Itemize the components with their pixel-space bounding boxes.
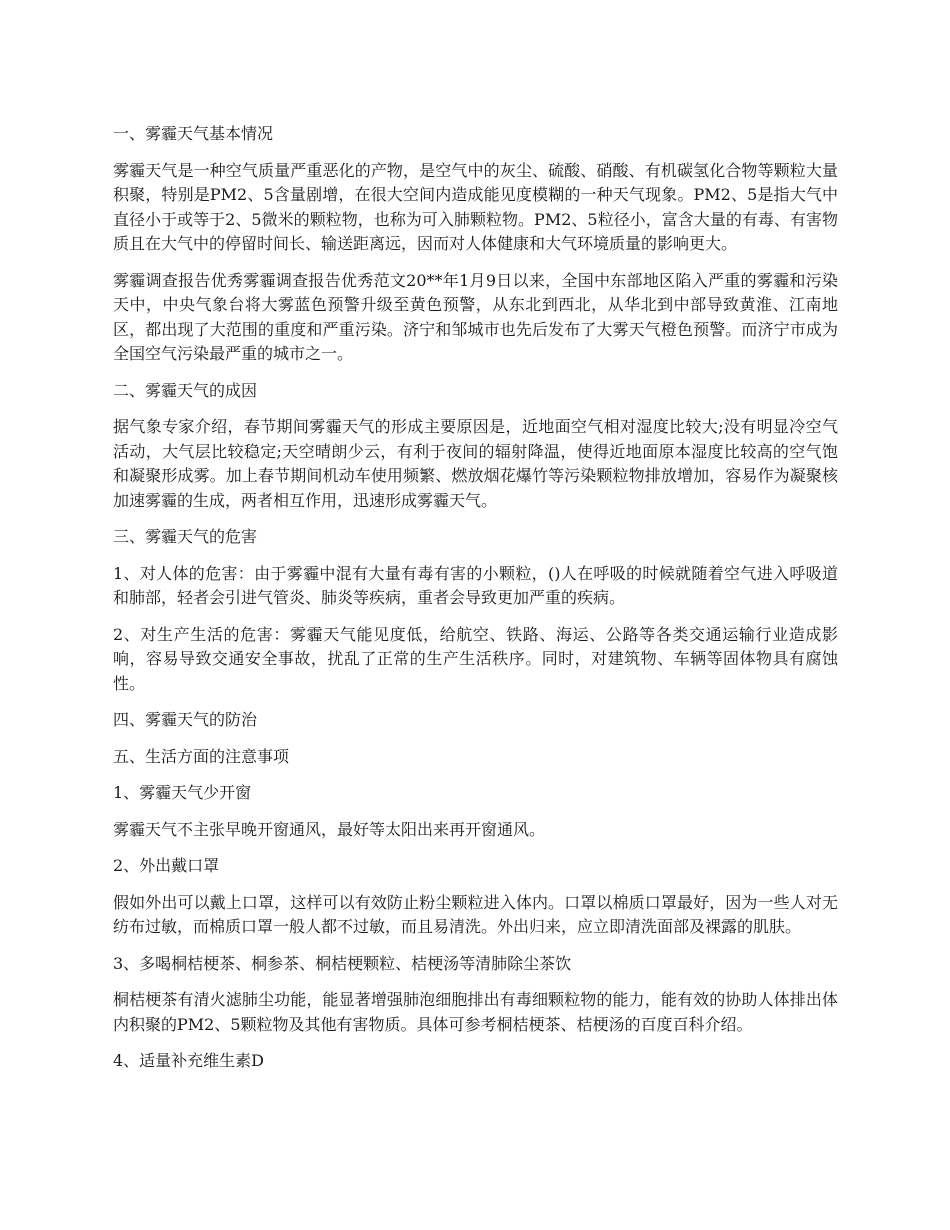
paragraph-windows: 雾霾天气不主张早晚开窗通风，最好等太阳出来再开窗通风。 (113, 819, 546, 839)
paragraph-mask: 假如外出可以戴上口罩，这样可以有效防止粉尘颗粒进入体内。口罩以棉质口罩最好，因为一些人对无纺布过敏，而棉质口罩一般人都不过敏，而且易清洗。外出归来，应立即清洗面部及裸露的肌肤。 (113, 892, 838, 936)
document-page (113, 122, 838, 1086)
paragraph-harm-life: 2、对生产生活的危害：雾霾天气能见度低，给航空、铁路、海运、公路等各类交通运输行业造成影响，容易导致交通安全事故，扰乱了正常的生产生活秩序。同时，对建筑物、车辆等固体物具有腐蚀性。 (113, 624, 838, 693)
section-heading-2: 二、雾霾天气的成因 (113, 380, 258, 400)
item-heading-1: 1、雾霾天气少开窗 (113, 783, 252, 802)
paragraph-harm-human: 1、对人体的危害：由于雾霾中混有大量有毒有害的小颗粒，()人在呼吸的时候就随着空气进入呼吸道和肺部，轻者会引进气管炎、肺炎等疾病，重者会导致更加严重的疾病。 (113, 563, 838, 607)
paragraph-causes: 据气象专家介绍，春节期间雾霾天气的形成主要原因是，近地面空气相对湿度比较大;没有明显冷空气活动，大气层比较稳定;天空晴朗少云，有利于夜间的辐射降温，使得近地面原本湿度比较高的空气饱和凝聚形成雾。加上春节期间机动车使用频繁、燃放烟花爆竹等污染颗粒物排放增加，容易作为凝聚核加速雾霾的生成，两者相互作用，迅速形成雾霾天气。 (113, 417, 838, 510)
paragraph-survey-report: 雾霾调查报告优秀雾霾调查报告优秀范文20**年1月9日以来，全国中东部地区陷入严重的雾霾和污染天中，中央气象台将大雾蓝色预警升级至黄色预警，从东北到西北，从华北到中部导致黄淮、江南地区，都出现了大范围的重度和严重污染。济宁和邹城市也先后发布了大雾天气橙色预警。而济宁市成为全国空气污染最严重的城市之一。 (113, 270, 838, 363)
section-heading-5: 五、生活方面的注意事项 (113, 746, 290, 766)
section-heading-3: 三、雾霾天气的危害 (113, 527, 258, 546)
section-heading-1: 一、雾霾天气基本情况 (113, 124, 274, 143)
paragraph-haze-definition: 雾霾天气是一种空气质量严重恶化的产物，是空气中的灰尘、硫酸、硝酸、有机碳氢化合物等颗粒大量积聚，特别是PM2、5含量剧增，在很大空间内造成能见度模糊的一种天气现象。PM2、5是指大气中直径小于或等于2、5微米的颗粒物，也称为可入肺颗粒物。PM2、5粒径小，富含大量的有毒、有害物质且在大气中的停留时间长、输送距离远，因而对人体健康和大气环境质量的影响更大。 (113, 160, 838, 253)
item-heading-4: 4、适量补充维生素D (113, 1051, 265, 1070)
item-heading-2: 2、外出戴口罩 (113, 856, 220, 875)
item-heading-3: 3、多喝桐桔梗茶、桐参茶、桐桔梗颗粒、桔梗汤等清肺除尘茶饮 (113, 953, 572, 973)
section-heading-4: 四、雾霾天气的防治 (113, 710, 258, 729)
paragraph-tea: 桐桔梗茶有清火滤肺尘功能，能显著增强肺泡细胞排出有毒细颗粒物的能力，能有效的协助人体排出体内积聚的PM2、5颗粒物及其他有害物质。具体可参考桐桔梗茶、桔梗汤的百度百科介绍。 (113, 990, 838, 1034)
